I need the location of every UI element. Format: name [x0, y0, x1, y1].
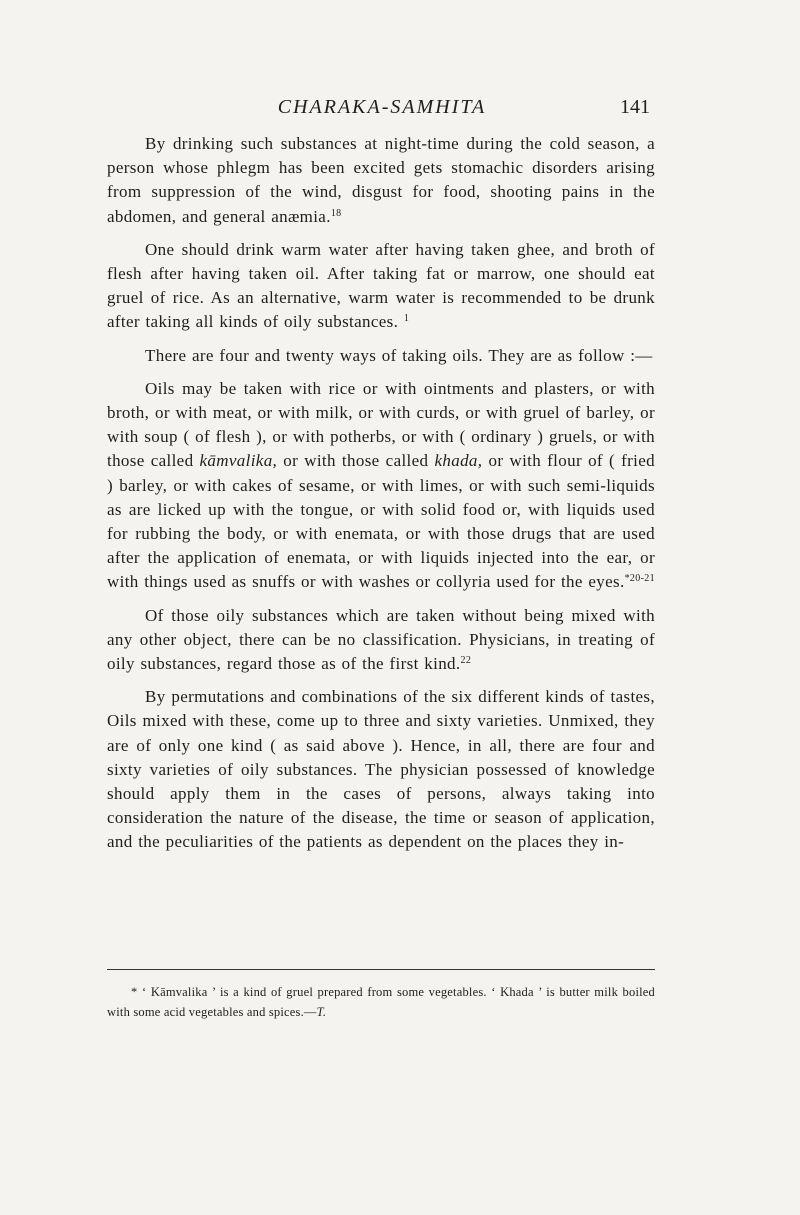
paragraph-text: or with those called — [283, 451, 429, 471]
paragraph — [107, 132, 655, 229]
paragraph — [107, 344, 655, 368]
running-title: CHARAKA-SAMHITA — [277, 96, 487, 118]
paragraph-text: Of those oily substances which are taken without being mixed with any other object, there can be no classification. Physicians, in treating of oily substances, regard those as of the first kind. — [107, 605, 655, 674]
paragraph-text: One should drink warm water after having taken ghee, and broth of flesh after having taken oil. After taking fat or marrow, one should eat gruel of rice. As an alternative, warm water is recommended to be drunk after taking all kinds of oily substances. — [107, 239, 655, 332]
paragraph-text: or with flour of ( fried ) barley, or with cakes of sesame, or with limes, or with such semi-liquids as are licked up with the tongue, or with solid food or, with liquids used for rubbing the body, or with enemata, or with those drugs that are used after the application of enemata, or with liquids injected into the ear, or with things used as snuffs or with washes or collyria used for the eyes. — [107, 451, 655, 592]
paragraph-text: By drinking such substances at night-time during the cold season, a person whose phlegm has been excited gets stomachic disorders arising from suppression of the wind, disgust for food, shooting pains in the abdomen, and general anæmia. — [107, 134, 655, 226]
footnote-reference: 1 — [403, 313, 410, 325]
footnote-reference: 18 — [330, 207, 342, 219]
italic-term: kāmvalika, — [199, 451, 278, 471]
footnote-divider — [107, 969, 655, 970]
paragraph — [107, 604, 655, 677]
running-header — [108, 96, 656, 120]
italic-term: khada, — [434, 451, 483, 471]
footnote — [107, 982, 655, 1022]
page-number: 141 — [620, 96, 650, 118]
footnote-text: * ‘ Kāmvalika ’ is a kind of gruel prepared from some vegetables. ‘ Khada ’ is butter milk boiled with some acid vegetables and spices.— — [107, 985, 655, 1019]
paragraph — [107, 685, 655, 854]
footnote-reference: *20-21 — [624, 573, 656, 585]
paragraph — [107, 238, 655, 335]
paragraph — [107, 377, 655, 595]
paragraph-text: By permutations and combinations of the six different kinds of tastes, Oils mixed with these, come up to three and sixty varieties. Unmixed, they are of only one kind ( as said above ). Hence, in all, there are four and sixty varieties of oily substances. The physician possessed of knowledge should apply them in the cases of persons, always taking into consideration the nature of the disease, the time or season of application, and the peculiarities of the patients as dependent on the places they in- — [107, 687, 655, 852]
body-text — [107, 132, 655, 864]
paragraph-text: Oils may be taken with rice or with ointments and plasters, or with broth, or with meat, or with milk, or with curds, or with gruel of barley, or with soup ( of flesh ), or with potherbs, or with ( ordinary ) gruels, or with those called — [107, 378, 655, 471]
paragraph-text: There are four and twenty ways of taking oils. They are as follow :— — [145, 345, 653, 365]
footnote-reference: 22 — [460, 655, 472, 667]
translator-sign: T. — [316, 1005, 327, 1019]
